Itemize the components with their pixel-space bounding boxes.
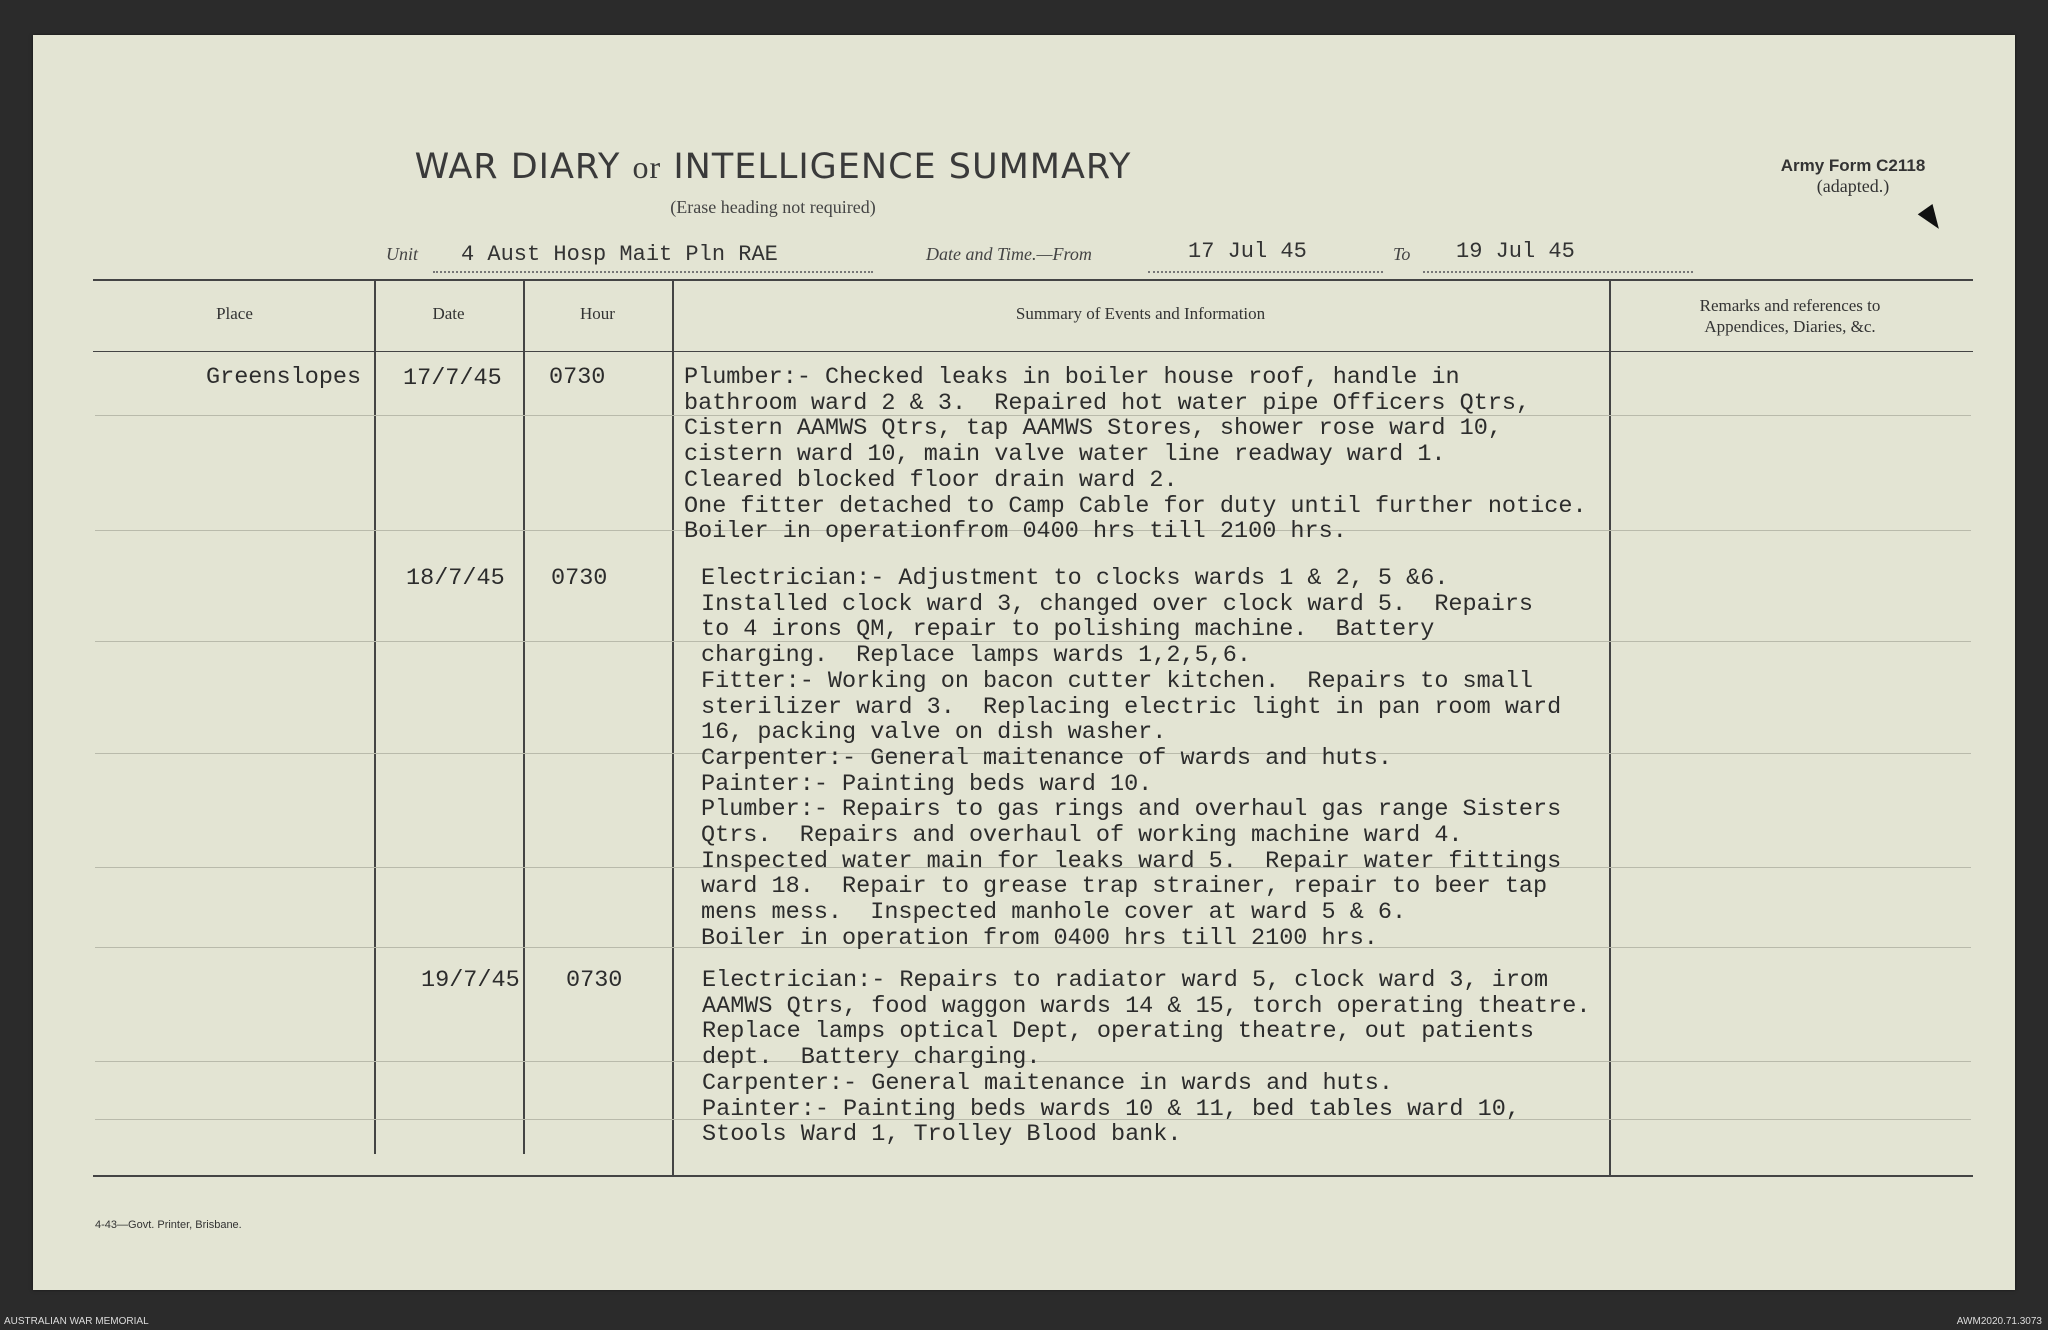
header-summary: Summary of Events and Information bbox=[1015, 304, 1266, 323]
header-place: Place bbox=[216, 304, 253, 323]
date-to-value: 19 Jul 45 bbox=[1456, 239, 1575, 264]
form-title bbox=[33, 147, 1513, 187]
header-remarks-line2: Appendices, Diaries, &c. bbox=[1704, 317, 1876, 336]
entry-hour: 0730 bbox=[566, 967, 623, 994]
footer-accession: AWM2020.71.3073 bbox=[1956, 1316, 2042, 1327]
army-form-note: (adapted.) bbox=[1816, 176, 1890, 196]
col-divider-date bbox=[523, 279, 525, 1154]
entry-date: 19/7/45 bbox=[421, 967, 520, 994]
army-form-number: Army Form C2118 bbox=[1780, 156, 1926, 175]
title-or: or bbox=[632, 149, 662, 185]
army-form-label bbox=[1753, 155, 1953, 197]
header-remarks bbox=[1609, 295, 1971, 337]
col-divider-summary bbox=[1609, 279, 1611, 1175]
header-remarks-line1: Remarks and references to bbox=[1699, 296, 1881, 315]
entry-date: 17/7/45 bbox=[403, 365, 502, 392]
diary-page bbox=[33, 35, 2015, 1290]
form-subtitle: (Erase heading not required) bbox=[670, 197, 876, 217]
title-intelligence-summary: INTELLIGENCE SUMMARY bbox=[673, 147, 1132, 187]
entry-date: 18/7/45 bbox=[406, 565, 505, 592]
printer-imprint: 4-43—Govt. Printer, Brisbane. bbox=[95, 1219, 242, 1231]
table-bottom-border bbox=[93, 1175, 1973, 1177]
paper-tear-mark bbox=[1918, 204, 1947, 234]
title-war-diary: WAR DIARY bbox=[414, 147, 621, 187]
date-to-label: To bbox=[1393, 244, 1411, 264]
date-from-value: 17 Jul 45 bbox=[1188, 239, 1307, 264]
entry-summary: Electrician:- Adjustment to clocks wards 1 & 2, 5 &6. Installed clock ward 3, changed over clock ward 5. Repairs to 4 irons QM, repair to polishing machine. Battery charging. Replace lamps wards 1,2,5,6. Fitter:- Working on bacon cutter kitchen. Repairs to small sterilizer ward 3. Replacing electric light in pan room ward 16, packing valve on dish washer. Carpenter:- General maitenance of wards and huts. Painter:- Painting beds ward 10. Plumber:- Repairs to gas rings and overhaul gas range Sisters Qtrs. Repairs and overhaul of working machine ward 4. Inspected water main for leaks ward 5. Repair water fittings ward 18. Repair to grease trap strainer, repair to beer tap mens mess. Inspected manhole cover at ward 5 & 6. Boiler in operation from 0400 hrs till 2100 hrs. bbox=[701, 565, 1562, 952]
col-divider-hour bbox=[672, 279, 674, 1175]
unit-value: 4 Aust Hosp Mait Pln RAE bbox=[461, 242, 778, 267]
date-from-label: Date and Time.—From bbox=[926, 244, 1092, 264]
entry-summary: Plumber:- Checked leaks in boiler house roof, handle in bathroom ward 2 & 3. Repaired hot water pipe Officers Qtrs, Cistern AAMWS Qtrs, tap AAMWS Stores, shower rose ward 10, cistern ward 10, main valve water line readway ward 1. Cleared blocked floor drain ward 2. One fitter detached to Camp Cable for duty until further notice. Boiler in operationfrom 0400 hrs till 2100 hrs. bbox=[684, 364, 1587, 546]
footer-source: AUSTRALIAN WAR MEMORIAL bbox=[4, 1316, 149, 1327]
entry-hour: 0730 bbox=[551, 565, 608, 592]
col-divider-place bbox=[374, 279, 376, 1154]
unit-dotted-line bbox=[433, 271, 873, 273]
date-from-dotted-line bbox=[1148, 271, 1383, 273]
unit-label: Unit bbox=[386, 244, 419, 264]
entry-summary: Electrician:- Repairs to radiator ward 5, clock ward 3, irom AAMWS Qtrs, food waggon wards 14 & 15, torch operating theatre. Replace lamps optical Dept, operating theatre, out patients dept. Battery charging. Carpenter:- General maitenance in wards and huts. Painter:- Painting beds wards 10 & 11, bed tables ward 10, Stools Ward 1, Trolley Blood bank. bbox=[702, 967, 1591, 1149]
header-hour: Hour bbox=[580, 304, 615, 323]
entry-place: Greenslopes bbox=[206, 364, 362, 391]
date-to-dotted-line bbox=[1423, 271, 1693, 273]
header-date: Date bbox=[432, 304, 465, 323]
entry-hour: 0730 bbox=[549, 364, 606, 391]
